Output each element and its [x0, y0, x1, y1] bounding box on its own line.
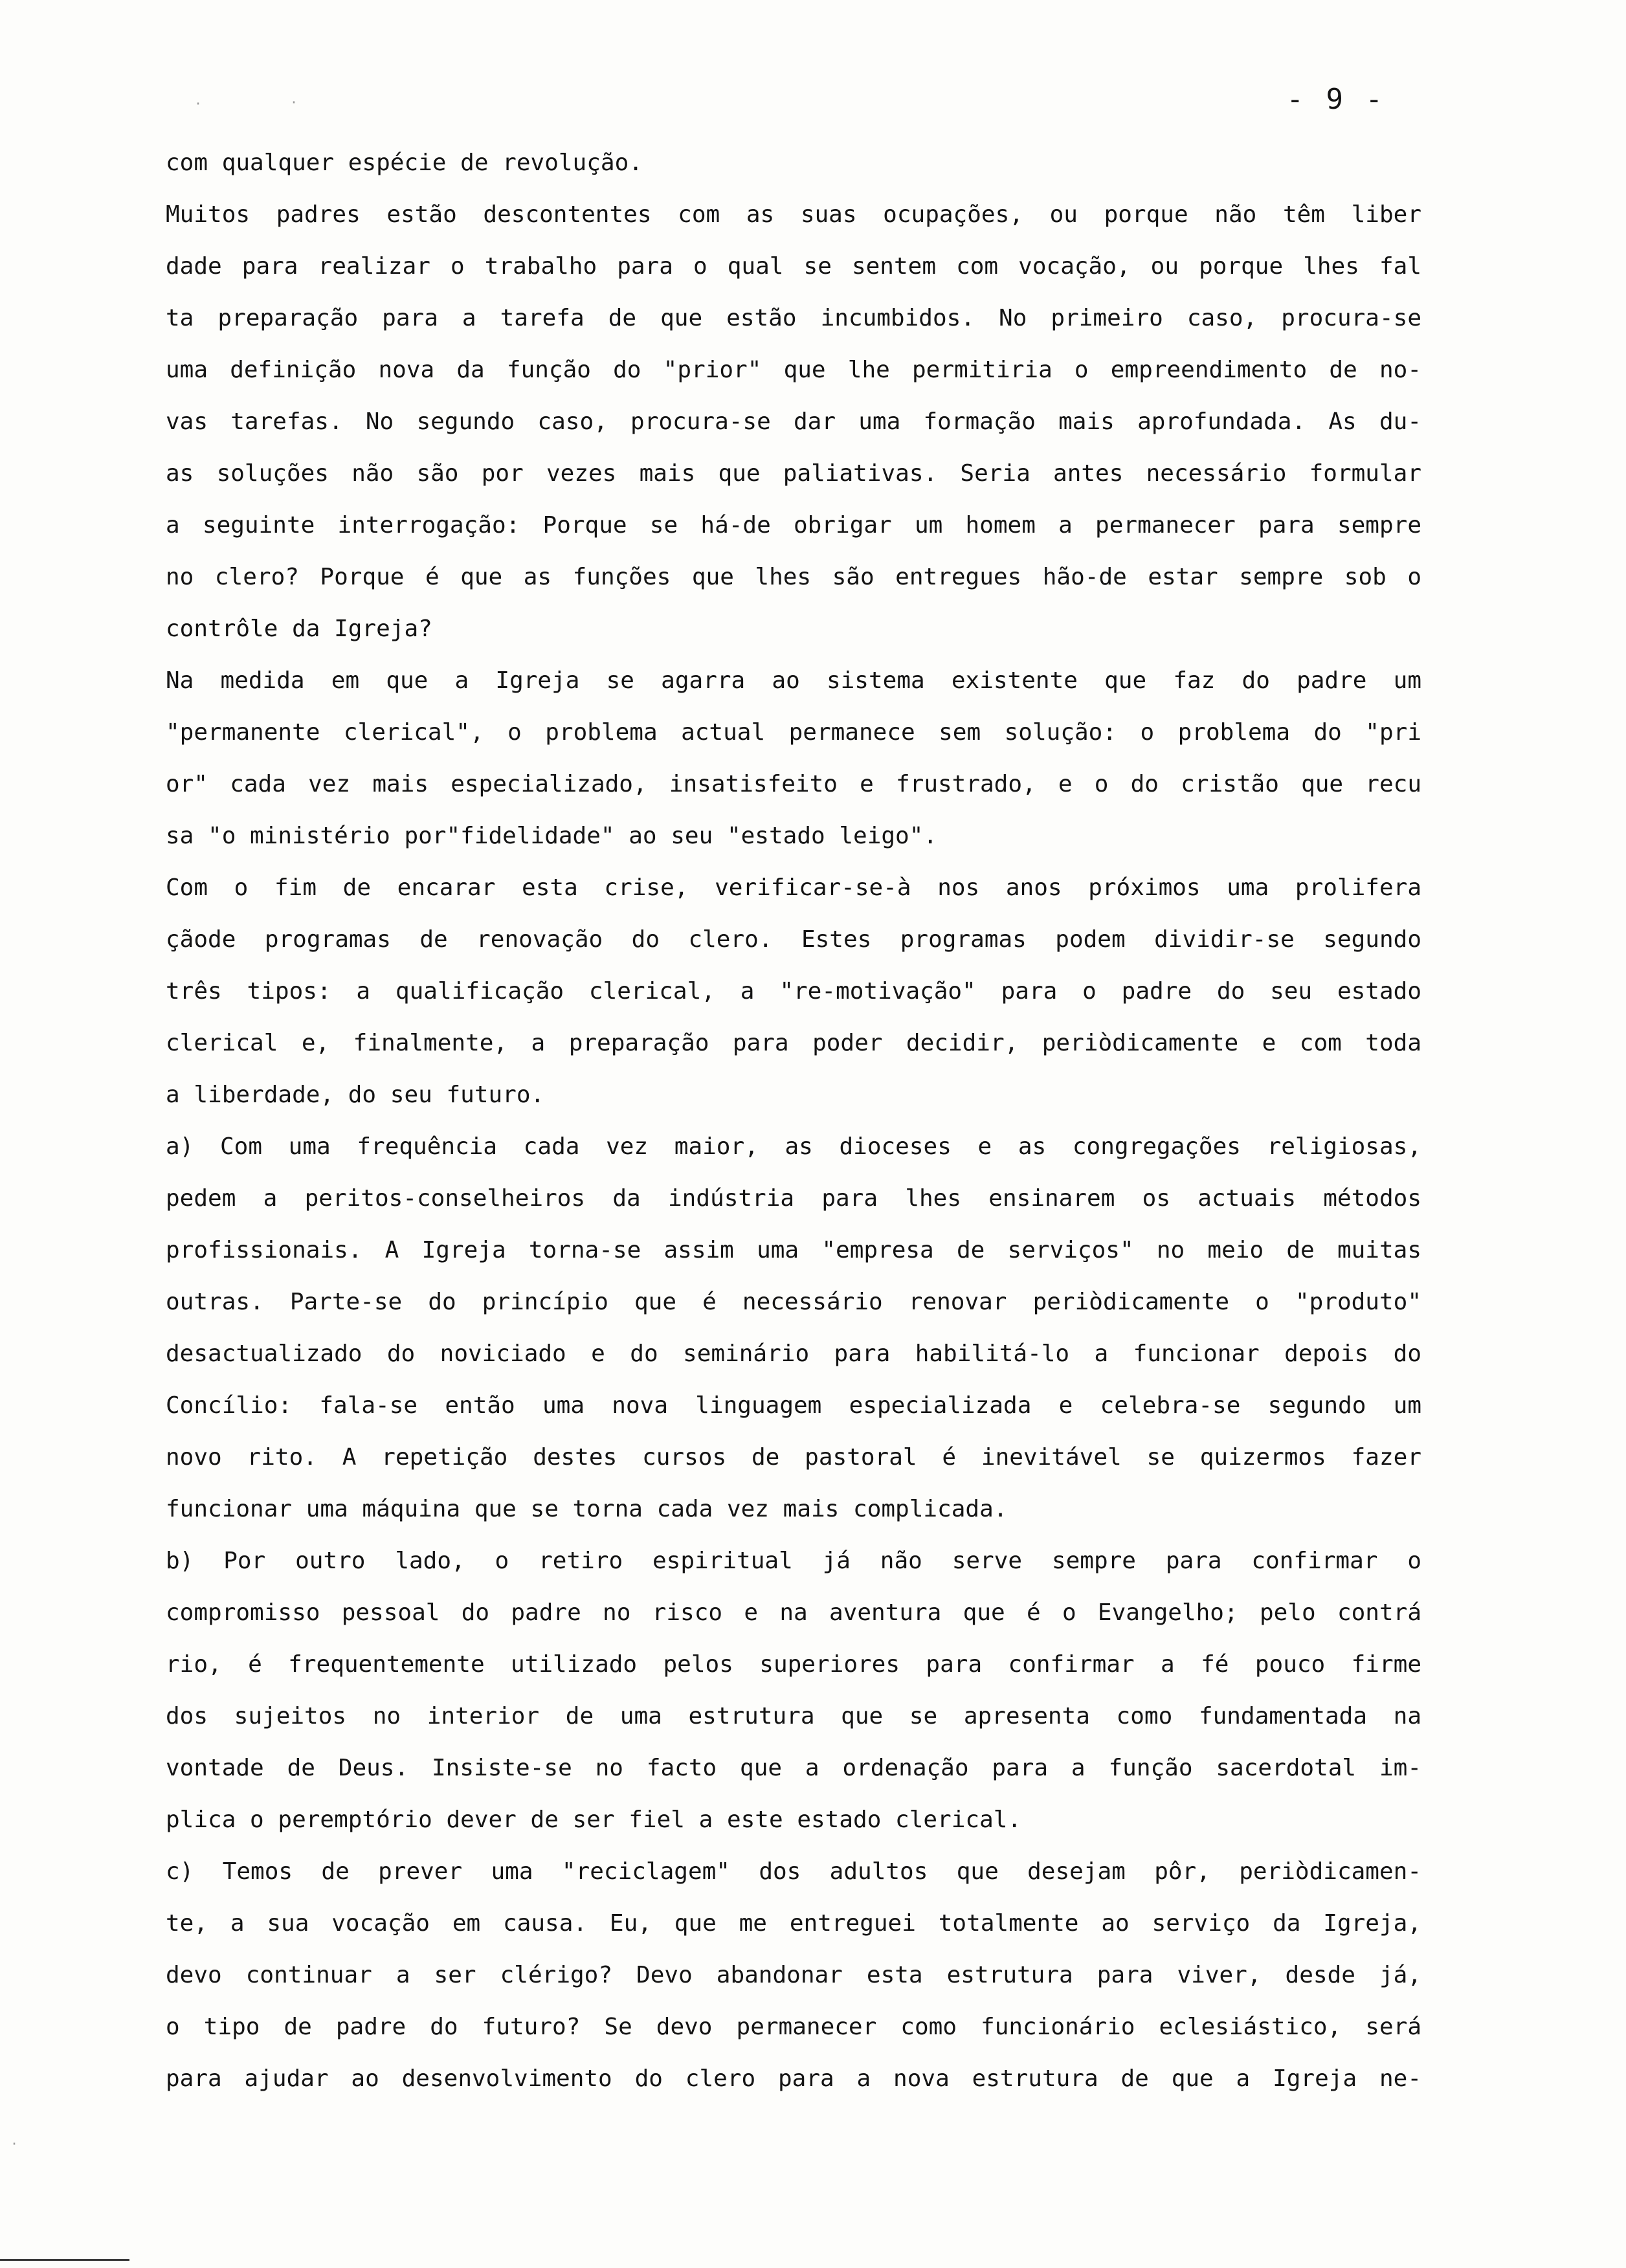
- text-line: c) Temos de prever uma "reciclagem" dos adultos que desejam pôr, periòdicamen-: [166, 1858, 1421, 1885]
- text-line: sa "o ministério por"fidelidade" ao seu "estado leigo".: [166, 823, 938, 849]
- text-line: para ajudar ao desenvolvimento do clero para a nova estrutura de que a Igreja ne-: [166, 2065, 1421, 2092]
- text-line: com qualquer espécie de revolução.: [166, 150, 643, 176]
- text-line: devo continuar a ser clérigo? Devo abandonar esta estrutura para viver, desde já,: [166, 1962, 1421, 1988]
- text-line: Na medida em que a Igreja se agarra ao sistema existente que faz do padre um: [166, 667, 1421, 694]
- text-line: as soluções não são por vezes mais que paliativas. Seria antes necessário formular: [166, 460, 1421, 487]
- text-line: dos sujeitos no interior de uma estrutura que se apresenta como fundamentada na: [166, 1703, 1421, 1729]
- text-line: vontade de Deus. Insiste-se no facto que a ordenação para a função sacerdotal im-: [166, 1755, 1421, 1781]
- scan-speck: ·: [10, 2136, 19, 2151]
- text-line: Com o fim de encarar esta crise, verificar-se-à nos anos próximos uma prolifera: [166, 874, 1421, 901]
- text-line: profissionais. A Igreja torna-se assim uma "empresa de serviços" no meio de muitas: [166, 1237, 1421, 1263]
- text-line: compromisso pessoal do padre no risco e na aventura que é o Evangelho; pelo contrá: [166, 1599, 1421, 1626]
- text-line: desactualizado do noviciado e do seminário para habilitá-lo a funcionar depois do: [166, 1340, 1421, 1367]
- scan-edge-mark: [0, 2259, 129, 2261]
- text-line: novo rito. A repetição destes cursos de pastoral é inevitável se quizermos fazer: [166, 1444, 1421, 1471]
- text-line: o tipo de padre do futuro? Se devo permanecer como funcionário eclesiástico, será: [166, 2014, 1421, 2040]
- text-line: rio, é frequentemente utilizado pelos superiores para confirmar a fé pouco firme: [166, 1651, 1421, 1678]
- text-line: dade para realizar o trabalho para o qual se sentem com vocação, ou porque lhes fal: [166, 253, 1421, 280]
- text-line: "permanente clerical", o problema actual permanece sem solução: o problema do "pri: [166, 719, 1421, 746]
- scan-speck: ·: [290, 94, 298, 110]
- text-line: Muitos padres estão descontentes com as suas ocupações, ou porque não têm liber: [166, 201, 1421, 228]
- text-line: clerical e, finalmente, a preparação para poder decidir, periòdicamente e com toda: [166, 1030, 1421, 1056]
- text-line: vas tarefas. No segundo caso, procura-se dar uma formação mais aprofundada. As du-: [166, 408, 1421, 435]
- text-line: a) Com uma frequência cada vez maior, as dioceses e as congregações religiosas,: [166, 1133, 1421, 1160]
- text-line: çãode programas de renovação do clero. Estes programas podem dividir-se segundo: [166, 926, 1421, 953]
- text-line: outras. Parte-se do princípio que é necessário renovar periòdicamente o "produto": [166, 1289, 1421, 1315]
- text-line: plica o peremptório dever de ser fiel a este estado clerical.: [166, 1807, 1022, 1833]
- body-text: [166, 137, 1421, 2105]
- text-line: te, a sua vocação em causa. Eu, que me entreguei totalmente ao serviço da Igreja,: [166, 1910, 1421, 1937]
- text-line: pedem a peritos-conselheiros da indústria para lhes ensinarem os actuais métodos: [166, 1185, 1421, 1212]
- text-line: funcionar uma máquina que se torna cada vez mais complicada.: [166, 1496, 1008, 1522]
- scan-speck: ·: [194, 96, 203, 111]
- text-line: contrôle da Igreja?: [166, 616, 432, 642]
- text-line: Concílio: fala-se então uma nova linguagem especializada e celebra-se segundo um: [166, 1392, 1421, 1419]
- text-line: or" cada vez mais especializado, insatisfeito e frustrado, e o do cristão que recu: [166, 771, 1421, 797]
- text-line: uma definição nova da função do "prior" que lhe permitiria o empreendimento de no-: [166, 357, 1421, 383]
- text-line: no clero? Porque é que as funções que lhes são entregues hão-de estar sempre sob o: [166, 564, 1421, 590]
- text-line: b) Por outro lado, o retiro espiritual já não serve sempre para confirmar o: [166, 1548, 1421, 1574]
- page-number: - 9 -: [1286, 83, 1385, 116]
- text-line: a liberdade, do seu futuro.: [166, 1082, 545, 1108]
- text-line: três tipos: a qualificação clerical, a "re-motivação" para o padre do seu estado: [166, 978, 1421, 1005]
- text-line: a seguinte interrogação: Porque se há-de obrigar um homem a permanecer para sempre: [166, 512, 1421, 539]
- text-line: ta preparação para a tarefa de que estão incumbidos. No primeiro caso, procura-se: [166, 305, 1421, 331]
